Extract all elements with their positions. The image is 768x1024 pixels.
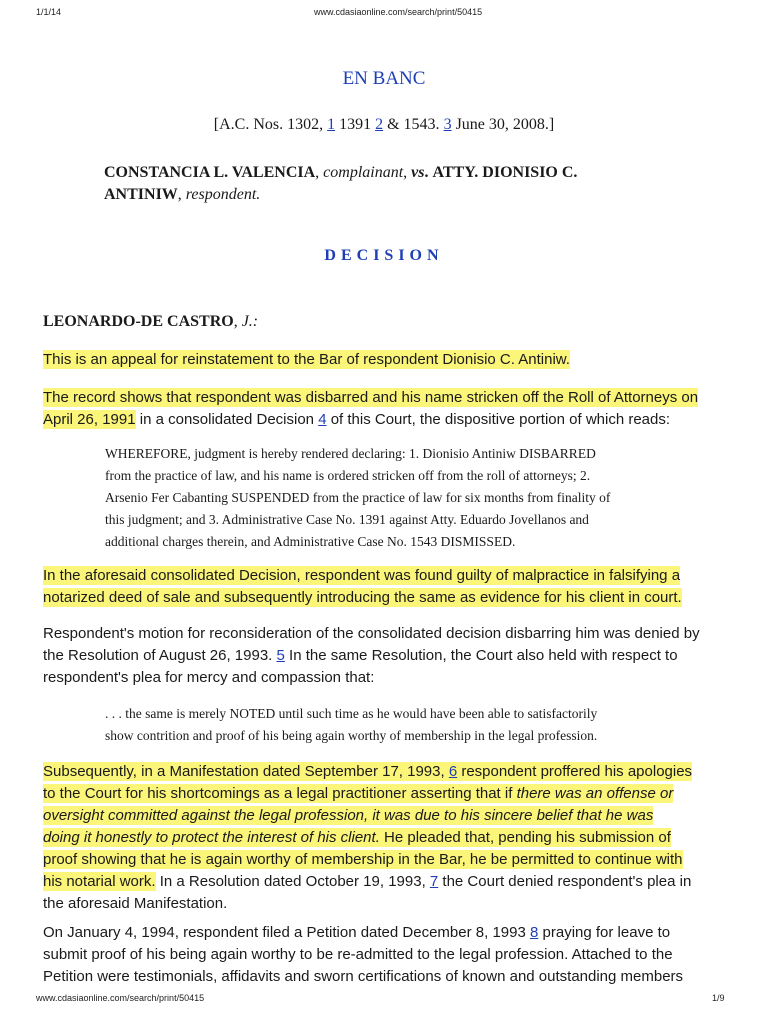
p5-line1-b: respondent proffered his apologies xyxy=(457,763,693,780)
quote1-line: additional charges therein, and Administrative Case No. 1543 DISMISSED. xyxy=(105,534,516,549)
print-url-footer: www.cdasiaonline.com/search/print/50415 xyxy=(36,993,205,1003)
paragraph-6 xyxy=(43,922,733,988)
case-number-line xyxy=(0,116,768,134)
footnote-link-4[interactable]: 4 xyxy=(318,411,327,428)
complainant-role: complainant xyxy=(323,164,404,181)
paragraph-5 xyxy=(43,761,733,915)
p1-text: This is an appeal for reinstatement to the Bar of respondent Dionisio C. Antiniw. xyxy=(43,351,570,368)
p6-line1-b: praying for leave to xyxy=(538,924,671,941)
respondent-name-2: ANTINIW xyxy=(104,186,178,203)
footnote-link-6[interactable]: 6 xyxy=(448,763,458,780)
p4-line2-a: the Resolution of August 26, 1993. xyxy=(43,647,277,664)
quote2-line: show contrition and proof of his being again worthy of membership in the legal profession. xyxy=(105,728,598,743)
case-prefix: [A.C. Nos. 1302, xyxy=(213,116,324,133)
p6-line2: submit proof of his being again worthy to be re-admitted to the legal profession. Attached to the xyxy=(43,946,673,963)
quote2-line: . . . the same is merely NOTED until such time as he would have been able to satisfactorily xyxy=(105,706,598,721)
p5-line7: the aforesaid Manifestation. xyxy=(43,895,228,912)
print-page-number: 1/9 xyxy=(712,993,725,1003)
quote1-line: Arsenio Fer Cabanting SUSPENDED from the practice of law for six months from finality of xyxy=(105,490,611,505)
block-quote-1 xyxy=(105,443,685,553)
print-date: 1/1/14 xyxy=(36,7,62,17)
p5-line3: oversight committed against the legal profession, it was due to his sincere belief that he was xyxy=(43,807,654,824)
p2-line2-b: in a consolidated Decision xyxy=(135,411,319,428)
p3-line2: notarized deed of sale and subsequently introducing the same as evidence for his client in court. xyxy=(43,589,682,606)
footnote-link-5[interactable]: 5 xyxy=(276,647,285,664)
case-mid2: & 1543. xyxy=(387,116,440,133)
p5-line2-b: there was an offense or xyxy=(516,785,674,802)
paragraph-2 xyxy=(43,387,733,431)
footnote-link-8[interactable]: 8 xyxy=(530,924,539,941)
decision-heading: DECISION xyxy=(324,247,444,264)
versus-label: vs xyxy=(411,164,425,181)
ponente: LEONARDO-DE CASTRO, J.: xyxy=(43,313,259,330)
quote1-line: from the practice of law, and his name is ordered stricken off from the roll of attorneys; 2. xyxy=(105,468,591,483)
p3-line1: In the aforesaid consolidated Decision, respondent was found guilty of malpractice in falsifying a xyxy=(43,567,681,584)
case-suffix: June 30, 2008.] xyxy=(455,116,555,133)
p5-line5: proof showing that he is again worthy of membership in the Bar, he be permitted to continue with xyxy=(43,851,683,868)
p5-line4-b: He pleaded that, pending his submission of xyxy=(379,829,671,846)
paragraph-3 xyxy=(43,565,733,609)
quote1-line: WHEREFORE, judgment is hereby rendered declaring: 1. Dionisio Antiniw DISBARRED xyxy=(105,446,596,461)
block-quote-2 xyxy=(105,703,685,747)
p2-date: April 26, 1991 xyxy=(43,411,136,428)
p5-line6-c: the Court denied respondent's plea in xyxy=(438,873,692,890)
p5-line6-b: In a Resolution dated October 19, 1993, xyxy=(155,873,430,890)
p4-line3: respondent's plea for mercy and compassion that: xyxy=(43,669,375,686)
p5-line1-a: Subsequently, in a Manifestation dated September 17, 1993, xyxy=(43,763,449,780)
case-parties: CONSTANCIA L. VALENCIA, complainant, vs. ATTY. DIONISIO C. ANTINIW, respondent. xyxy=(104,164,578,203)
ponente-name: LEONARDO-DE CASTRO xyxy=(43,313,234,330)
respondent-name-1: ATTY. DIONISIO C. xyxy=(432,164,578,181)
quote1-line: this judgment; and 3. Administrative Case No. 1391 against Atty. Eduardo Jovellanos and xyxy=(105,512,589,527)
paragraph-1 xyxy=(43,349,733,371)
respondent-role: respondent. xyxy=(185,186,261,203)
p5-line4-a: doing it honestly to protect the interest of his client. xyxy=(43,829,380,846)
footnote-link-3[interactable]: 3 xyxy=(443,116,452,133)
print-url-header: www.cdasiaonline.com/search/print/50415 xyxy=(314,7,483,17)
footnote-link-2[interactable]: 2 xyxy=(375,116,384,133)
footnote-link-7[interactable]: 7 xyxy=(429,873,439,890)
p4-line1: Respondent's motion for reconsideration of the consolidated decision disbarring him was denied by xyxy=(43,625,700,642)
paragraph-4 xyxy=(43,623,733,689)
footnote-link-1[interactable]: 1 xyxy=(327,116,336,133)
p6-line3: Petition were testimonials, affidavits and sworn certifications of known and outstanding members xyxy=(43,968,684,985)
court-heading: EN BANC xyxy=(342,68,426,89)
complainant-name: CONSTANCIA L. VALENCIA xyxy=(104,164,316,181)
ponente-suffix: J.: xyxy=(241,313,259,330)
p5-line6-a: his notarial work. xyxy=(43,873,156,890)
p2-line2-c: of this Court, the dispositive portion of which reads: xyxy=(326,411,671,428)
p4-line2-b: In the same Resolution, the Court also held with respect to xyxy=(284,647,678,664)
p2-line1: The record shows that respondent was disbarred and his name stricken off the Roll of Attorneys on xyxy=(43,389,699,406)
p5-line2-a: to the Court for his shortcomings as a legal practitioner asserting that if xyxy=(43,785,517,802)
p6-line1-a: On January 4, 1994, respondent filed a Petition dated December 8, 1993 xyxy=(43,924,530,941)
case-mid1: 1391 xyxy=(339,116,372,133)
